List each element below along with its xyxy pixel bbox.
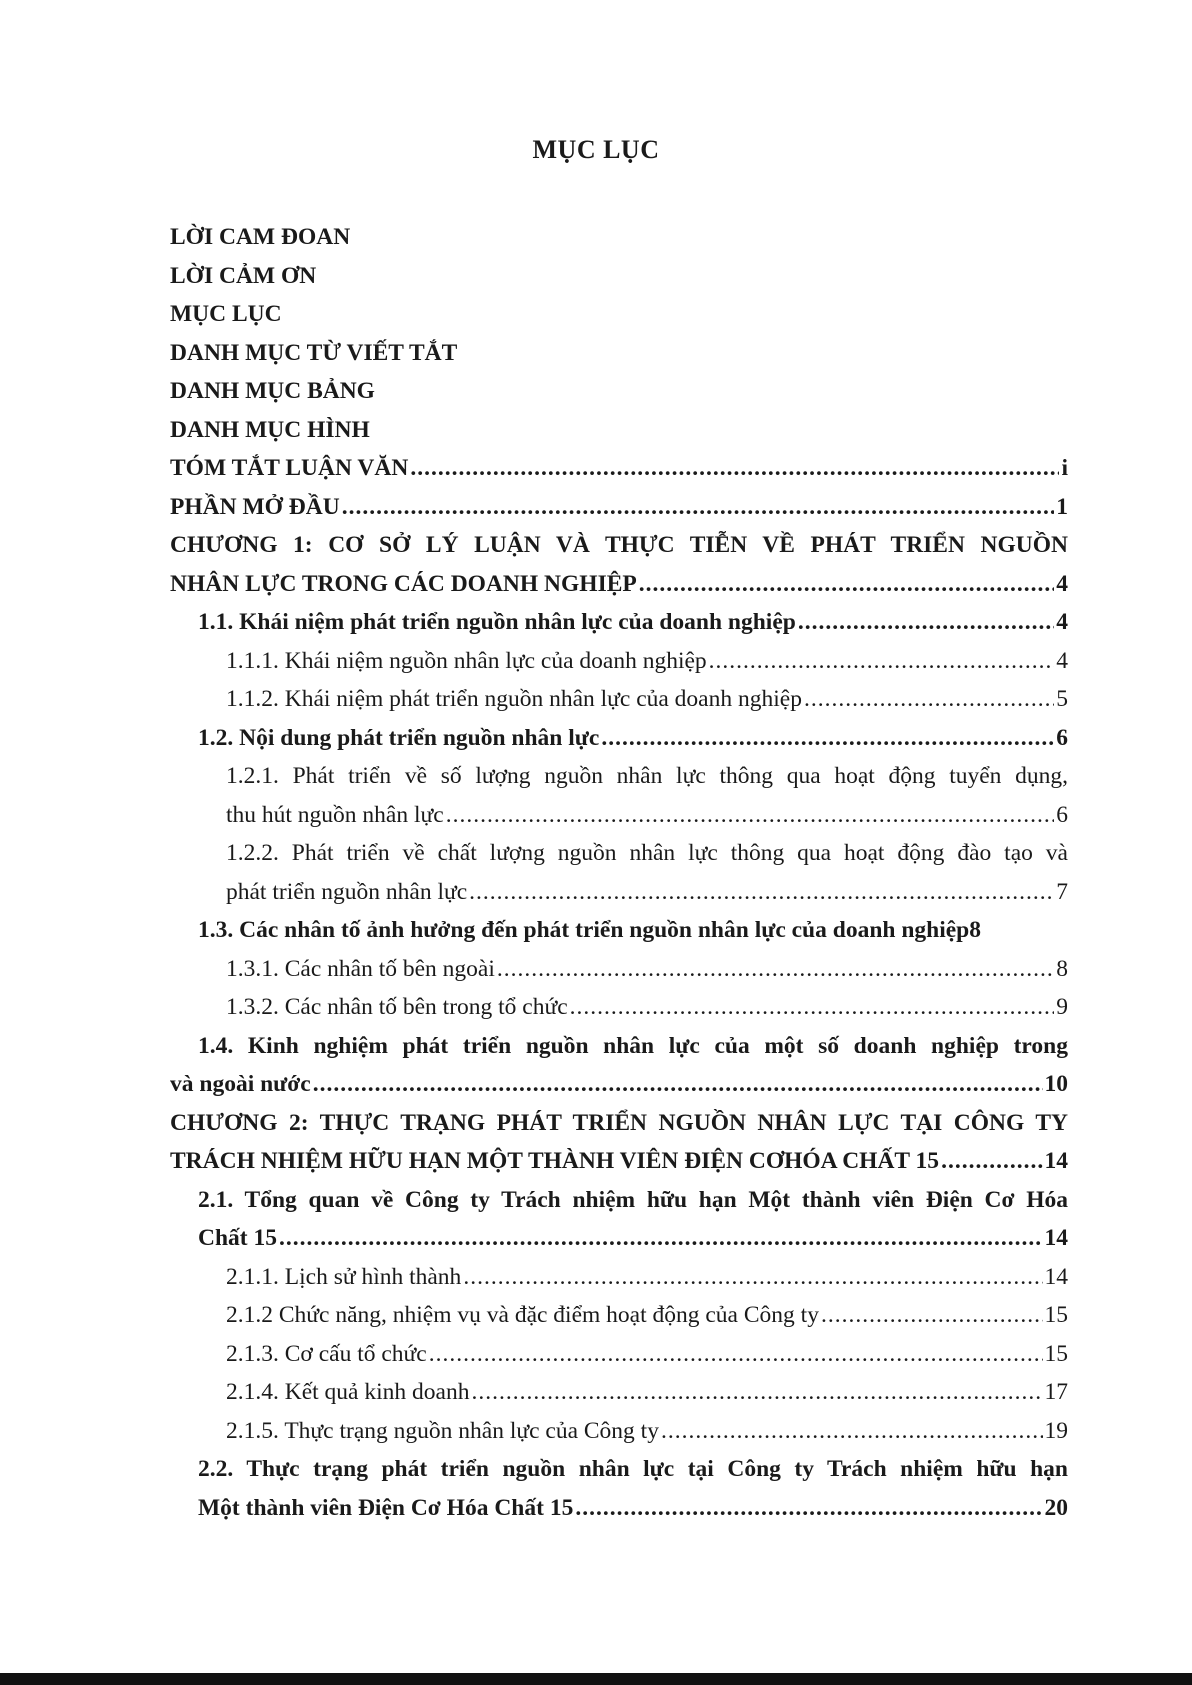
- toc-entry: [170, 1412, 1068, 1451]
- toc-entry-title: TRÁCH NHIỆM HỮU HẠN MỘT THÀNH VIÊN ĐIỆN CƠHÓA CHẤT 15: [170, 1148, 940, 1174]
- toc-entry-page: i: [1061, 455, 1068, 481]
- toc-entry: [170, 1258, 1068, 1297]
- toc-entry-title: thu hút nguồn nhân lực: [226, 801, 444, 828]
- toc-entry: [170, 1296, 1068, 1335]
- toc-entry-line: 1.4. Kinh nghiệm phát triển nguồn nhân lực của một số doanh nghiệp trong: [198, 1032, 1068, 1059]
- dot-leader: [570, 988, 1055, 1027]
- dot-leader: [471, 1373, 1042, 1412]
- toc-entry: 1.3. Các nhân tố ảnh hưởng đến phát triển nguồn nhân lực của doanh nghiệp8: [198, 917, 982, 943]
- toc-entry-page: 7: [1056, 878, 1068, 905]
- toc-entry-title: 2.1.5. Thực trạng nguồn nhân lực của Công ty: [226, 1417, 659, 1444]
- toc-entry-line: 1.2.1. Phát triển về số lượng nguồn nhân lực thông qua hoạt động tuyển dụng,: [226, 763, 1068, 789]
- toc-entry-page: 1: [1056, 493, 1068, 520]
- toc-front-matter: MỤC LỤC: [170, 301, 282, 327]
- toc-entry-page: 5: [1056, 686, 1068, 712]
- toc-entry-title: Một thành viên Điện Cơ Hóa Chất 15: [198, 1494, 574, 1521]
- toc-entry: [170, 719, 1068, 758]
- toc-entry: [170, 642, 1068, 681]
- toc-entry-title: NHÂN LỰC TRONG CÁC DOANH NGHIỆP: [170, 570, 637, 597]
- toc-front-matter: DANH MỤC BẢNG: [170, 378, 375, 404]
- toc-entry-title: và ngoài nước: [170, 1071, 311, 1097]
- dot-leader: [661, 1412, 1043, 1451]
- dot-leader: [821, 1296, 1043, 1335]
- toc-entry-title: 1.1.2. Khái niệm phát triển nguồn nhân lực của doanh nghiệp: [226, 686, 802, 712]
- bottom-edge-bar: [0, 1673, 1192, 1685]
- toc-entry-page: 8: [1056, 955, 1068, 982]
- toc-entry-page: 9: [1056, 994, 1068, 1020]
- toc-entry-page: 15: [1044, 1302, 1068, 1328]
- toc-front-matter: LỜI CẢM ƠN: [170, 262, 317, 289]
- toc-chapter-line: CHƯƠNG 2: THỰC TRẠNG PHÁT TRIỂN NGUỒN NHÂN LỰC TẠI CÔNG TY: [170, 1109, 1068, 1136]
- toc-entry: [170, 603, 1068, 642]
- toc-entry: [170, 1489, 1068, 1528]
- dot-leader: [639, 565, 1054, 604]
- toc-front-matter: LỜI CAM ĐOAN: [170, 224, 351, 250]
- dot-leader: [601, 719, 1054, 758]
- toc-entry-title: 1.1.1. Khái niệm nguồn nhân lực của doanh nghiệp: [226, 647, 707, 674]
- toc-entry-title: 1.1. Khái niệm phát triển nguồn nhân lực của doanh nghiệp: [198, 609, 796, 635]
- toc-entry-title: TÓM TẮT LUẬN VĂN: [170, 455, 409, 481]
- dot-leader: [575, 1489, 1042, 1528]
- dot-leader: [798, 603, 1054, 642]
- toc-entry: [170, 565, 1068, 604]
- toc-entry-page: 19: [1044, 1417, 1068, 1444]
- toc-entry-title: 2.1.1. Lịch sử hình thành: [226, 1263, 462, 1290]
- toc-entry: [170, 1219, 1068, 1258]
- dot-leader: [410, 449, 1059, 488]
- toc-entry-line: 2.1. Tổng quan về Công ty Trách nhiệm hữu hạn Một thành viên Điện Cơ Hóa: [198, 1186, 1068, 1213]
- toc-entry: [170, 873, 1068, 912]
- toc-entry-line: 2.2. Thực trạng phát triển nguồn nhân lực tại Công ty Trách nhiệm hữu hạn: [198, 1456, 1068, 1482]
- toc-entry-title: phát triển nguồn nhân lực: [226, 878, 468, 905]
- toc-entry-page: 14: [1044, 1225, 1068, 1251]
- dot-leader: [469, 873, 1054, 912]
- toc-entry-title: 2.1.3. Cơ cấu tổ chức: [226, 1340, 427, 1367]
- toc-entry-line: 1.2.2. Phát triển về chất lượng nguồn nhân lực thông qua hoạt động đào tạo và: [226, 840, 1068, 866]
- toc-entry-page: 4: [1056, 570, 1068, 597]
- toc-entry: [170, 988, 1068, 1027]
- toc-entry-page: 17: [1044, 1379, 1068, 1405]
- toc-entry: [170, 449, 1068, 488]
- toc-entry-page: 14: [1044, 1148, 1068, 1174]
- dot-leader: [279, 1219, 1043, 1258]
- toc-chapter-line: CHƯƠNG 1: CƠ SỞ LÝ LUẬN VÀ THỰC TIỄN VỀ PHÁT TRIỂN NGUỒN: [170, 532, 1068, 558]
- toc-entry-page: 15: [1044, 1340, 1068, 1367]
- toc-entry-title: Chất 15: [198, 1225, 277, 1251]
- dot-leader: [709, 642, 1055, 681]
- dot-leader: [804, 680, 1054, 719]
- dot-leader: [446, 796, 1055, 835]
- toc-entry-page: 10: [1044, 1071, 1068, 1097]
- toc-entry-title: 1.2. Nội dung phát triển nguồn nhân lực: [198, 724, 600, 751]
- dot-leader: [429, 1335, 1043, 1374]
- toc-entry-title: 1.3.1. Các nhân tố bên ngoài: [226, 955, 495, 982]
- toc-entry-title: PHẦN MỞ ĐẦU: [170, 493, 340, 520]
- dot-leader: [313, 1065, 1043, 1104]
- dot-leader: [463, 1258, 1042, 1297]
- dot-leader: [941, 1142, 1042, 1181]
- toc-entry: [170, 1335, 1068, 1374]
- toc-entry: [170, 680, 1068, 719]
- toc-front-matter: DANH MỤC HÌNH: [170, 416, 370, 443]
- dot-leader: [497, 950, 1054, 989]
- toc-entry-title: 1.3.2. Các nhân tố bên trong tổ chức: [226, 994, 568, 1020]
- toc-front-matter: DANH MỤC TỪ VIẾT TẮT: [170, 339, 458, 366]
- toc-entry: [170, 1065, 1068, 1104]
- page-title: MỤC LỤC: [532, 135, 660, 164]
- toc-entry: [170, 796, 1068, 835]
- toc-entry-page: 6: [1056, 801, 1068, 828]
- toc-entry: [170, 1142, 1068, 1181]
- toc-entry-page: 4: [1056, 647, 1068, 674]
- toc-entry: [170, 1373, 1068, 1412]
- dot-leader: [342, 488, 1055, 527]
- toc-entry: [170, 488, 1068, 527]
- toc-entry-page: 14: [1044, 1263, 1068, 1290]
- toc-entry-title: 2.1.4. Kết quả kinh doanh: [226, 1379, 470, 1405]
- toc-entry-page: 20: [1044, 1494, 1068, 1521]
- table-of-contents: [170, 218, 1068, 1527]
- toc-entry: [170, 950, 1068, 989]
- toc-entry-page: 6: [1056, 724, 1068, 751]
- toc-entry-page: 4: [1056, 609, 1068, 635]
- toc-entry-title: 2.1.2 Chức năng, nhiệm vụ và đặc điểm hoạt động của Công ty: [226, 1302, 819, 1328]
